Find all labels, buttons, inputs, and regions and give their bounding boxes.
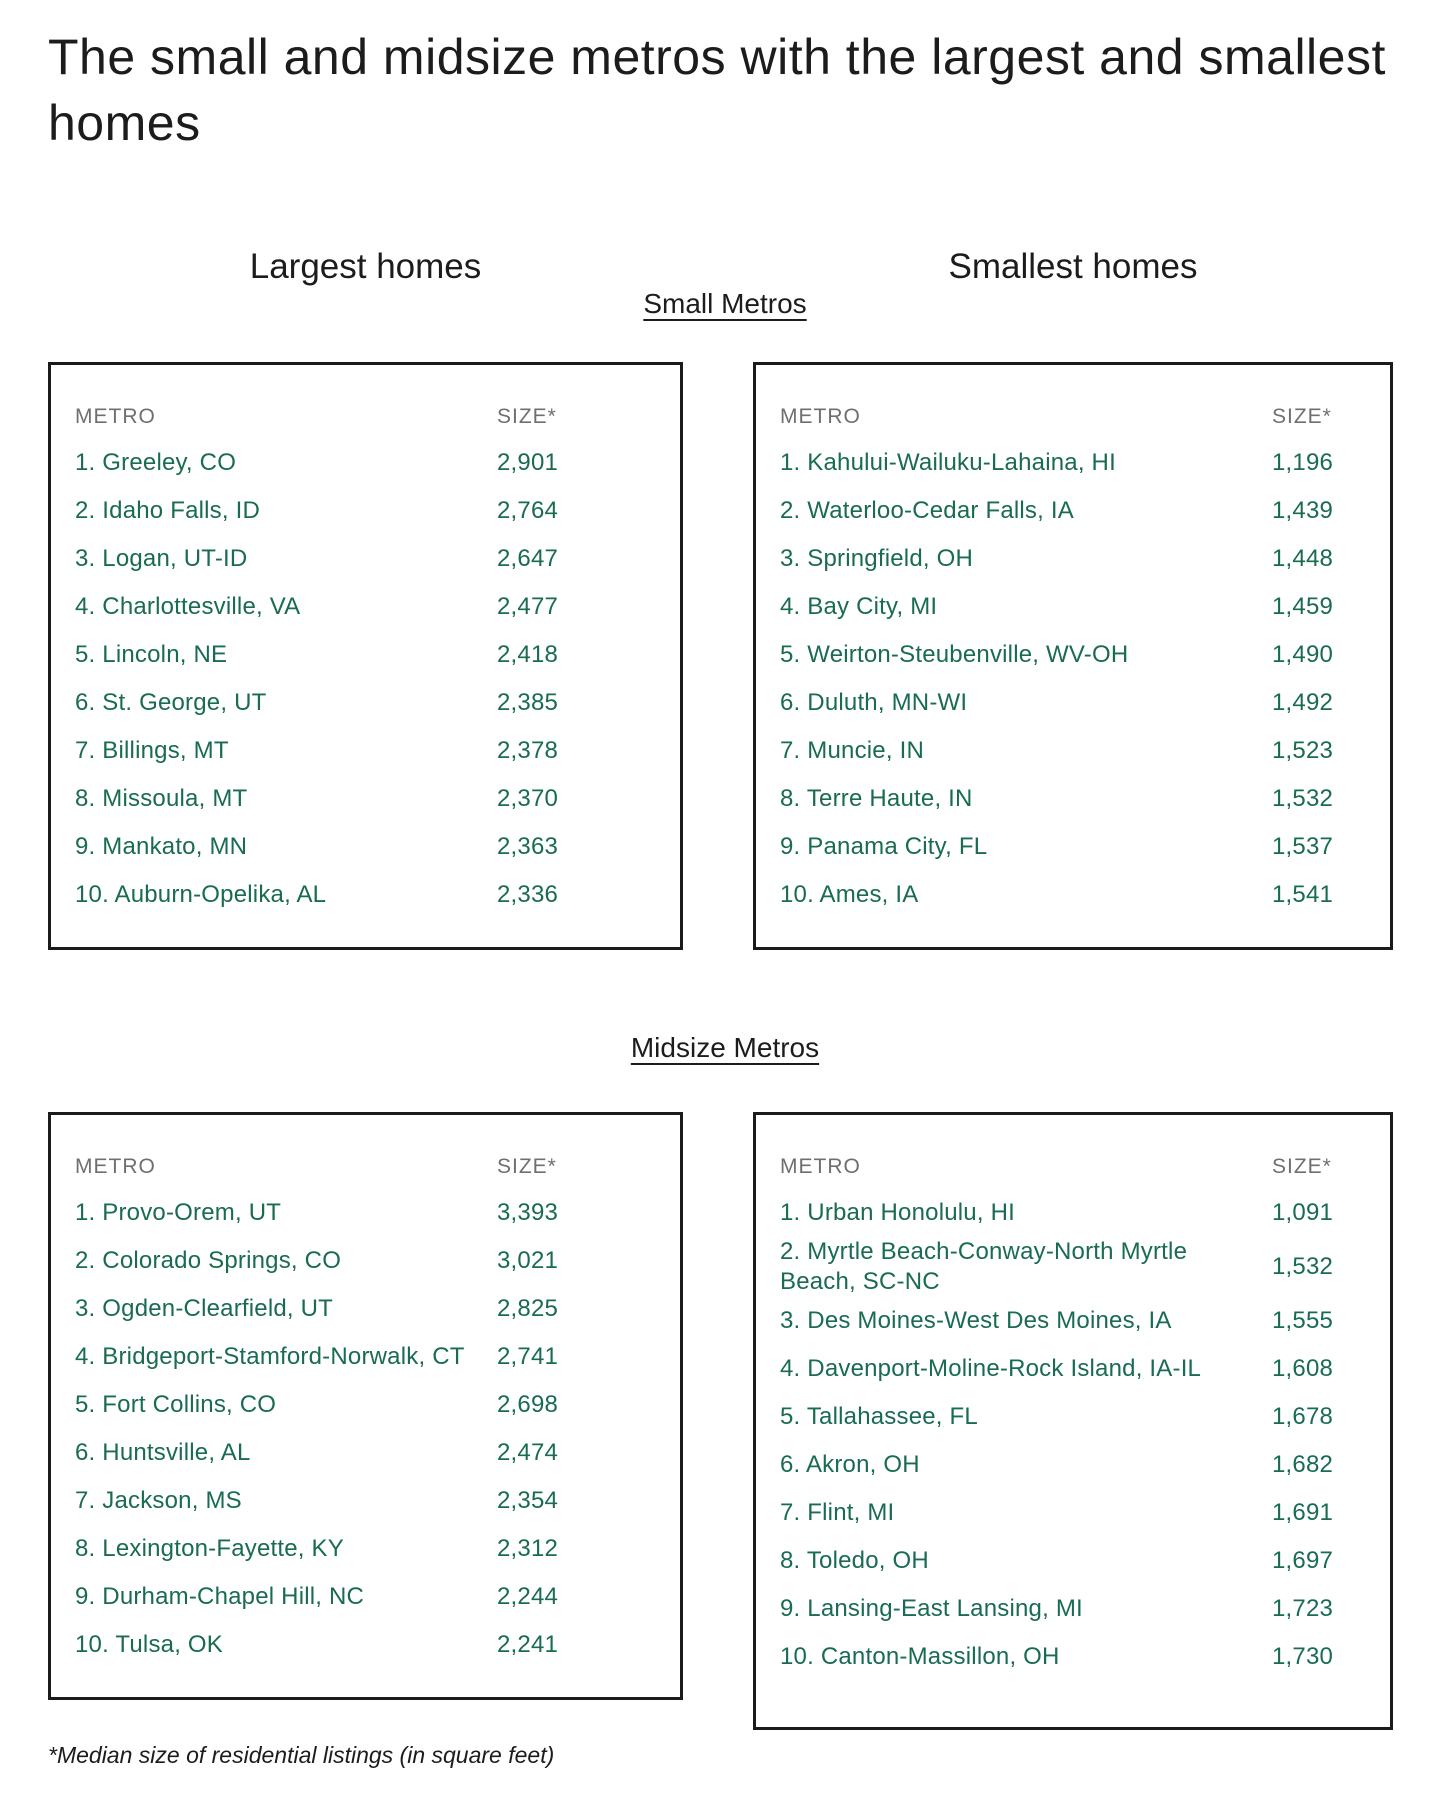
size-column-header: SIZE* [497, 1155, 557, 1178]
metro-cell: 8. Lexington-Fayette, KY [75, 1535, 344, 1562]
metro-cell: 7. Flint, MI [780, 1499, 895, 1526]
table-row [75, 631, 662, 679]
table-row [780, 727, 1372, 775]
table-row [75, 775, 662, 823]
table-row [75, 439, 662, 487]
table-row [780, 871, 1372, 919]
size-cell: 1,682 [1272, 1451, 1334, 1478]
size-column-header: SIZE* [1272, 405, 1332, 428]
metro-cell: 8. Toledo, OH [780, 1547, 929, 1574]
metro-cell: 6. Akron, OH [780, 1451, 920, 1478]
metro-cell: 2. Waterloo-Cedar Falls, IA [780, 497, 1074, 524]
table-header-row [780, 1155, 1372, 1179]
table-header-row [780, 405, 1372, 429]
table-row [780, 1633, 1372, 1681]
table-row [780, 439, 1372, 487]
metro-column-header: METRO [780, 405, 861, 428]
metro-cell: 1. Kahului-Wailuku-Lahaina, HI [780, 449, 1116, 476]
size-cell: 2,378 [497, 737, 559, 764]
table-row [780, 583, 1372, 631]
size-cell: 1,541 [1272, 881, 1334, 908]
table-row [75, 583, 662, 631]
metro-cell: 4. Bay City, MI [780, 593, 938, 620]
table-row [780, 1537, 1372, 1585]
table-row [75, 535, 662, 583]
table-row [75, 871, 662, 919]
table-row [780, 1189, 1372, 1237]
metro-cell: 9. Durham-Chapel Hill, NC [75, 1583, 365, 1610]
table-body [774, 439, 1372, 919]
metro-cell: 9. Mankato, MN [75, 833, 248, 860]
size-cell: 1,678 [1272, 1403, 1334, 1430]
size-cell: 2,647 [497, 545, 559, 572]
size-cell: 1,439 [1272, 497, 1334, 524]
size-cell: 2,698 [497, 1391, 559, 1418]
size-cell: 1,459 [1272, 593, 1334, 620]
table-header-row [75, 1155, 662, 1179]
table-midsize-metros-smallest-homes [753, 1112, 1393, 1730]
size-cell: 2,418 [497, 641, 559, 668]
metro-cell: 5. Tallahassee, FL [780, 1403, 978, 1430]
table-row [780, 823, 1372, 871]
table-row [75, 1189, 662, 1237]
size-cell: 2,336 [497, 881, 559, 908]
size-cell: 1,490 [1272, 641, 1334, 668]
metro-cell: 9. Lansing-East Lansing, MI [780, 1595, 1083, 1622]
size-cell: 3,393 [497, 1199, 559, 1226]
size-cell: 2,354 [497, 1487, 559, 1514]
metro-cell: 7. Jackson, MS [75, 1487, 242, 1514]
size-cell: 2,825 [497, 1295, 559, 1322]
table-row [75, 1525, 662, 1573]
size-cell: 2,241 [497, 1631, 559, 1658]
metro-cell: 9. Panama City, FL [780, 833, 988, 860]
table-row [75, 727, 662, 775]
size-cell: 1,730 [1272, 1643, 1334, 1670]
metro-cell: 10. Tulsa, OK [75, 1631, 224, 1658]
size-cell: 2,370 [497, 785, 559, 812]
metro-cell: 8. Missoula, MT [75, 785, 248, 812]
metro-cell: 2. Myrtle Beach-Conway-North Myrtle Beach, SC-NC [780, 1238, 1188, 1295]
table-header-row [75, 405, 662, 429]
size-column-header: SIZE* [497, 405, 557, 428]
size-cell: 2,385 [497, 689, 559, 716]
metro-cell: 2. Idaho Falls, ID [75, 497, 261, 524]
table-row [75, 1429, 662, 1477]
metro-cell: 5. Lincoln, NE [75, 641, 228, 668]
metro-cell: 3. Logan, UT-ID [75, 545, 248, 572]
size-column-header: SIZE* [1272, 1155, 1332, 1178]
table-row [780, 1345, 1372, 1393]
table-row [780, 679, 1372, 727]
size-cell: 2,477 [497, 593, 559, 620]
metro-column-header: METRO [75, 405, 156, 428]
section-heading-midsize-metros: Midsize Metros [630, 1032, 820, 1063]
size-cell: 2,312 [497, 1535, 559, 1562]
metro-cell: 10. Auburn-Opelika, AL [75, 881, 327, 908]
column-header-smallest-homes: Smallest homes [948, 247, 1198, 286]
metro-column-header: METRO [780, 1155, 861, 1178]
metro-cell: 1. Provo-Orem, UT [75, 1199, 282, 1226]
metro-cell: 6. St. George, UT [75, 689, 267, 716]
table-row [780, 775, 1372, 823]
metro-cell: 6. Duluth, MN-WI [780, 689, 968, 716]
metro-column-header: METRO [75, 1155, 156, 1178]
size-cell: 2,244 [497, 1583, 559, 1610]
table-row [75, 1573, 662, 1621]
metro-cell: 2. Colorado Springs, CO [75, 1247, 342, 1274]
table-row [780, 1489, 1372, 1537]
size-cell: 2,474 [497, 1439, 559, 1466]
metro-cell: 3. Des Moines-West Des Moines, IA [780, 1307, 1172, 1334]
column-header-largest-homes: Largest homes [249, 247, 482, 286]
section-heading-small-metros: Small Metros [643, 288, 807, 319]
size-cell: 3,021 [497, 1247, 559, 1274]
size-cell: 1,196 [1272, 449, 1334, 476]
size-cell: 1,723 [1272, 1595, 1334, 1622]
table-row [75, 1477, 662, 1525]
metro-cell: 4. Davenport-Moline-Rock Island, IA-IL [780, 1355, 1202, 1382]
metro-cell: 4. Charlottesville, VA [75, 593, 301, 620]
metro-cell: 7. Muncie, IN [780, 737, 924, 764]
metro-cell: 4. Bridgeport-Stamford-Norwalk, CT [75, 1343, 465, 1370]
table-row [780, 535, 1372, 583]
metro-cell: 6. Huntsville, AL [75, 1439, 251, 1466]
table-row [75, 1381, 662, 1429]
size-cell: 1,532 [1272, 785, 1334, 812]
size-cell: 1,523 [1272, 737, 1334, 764]
table-small-metros-largest-homes [48, 362, 683, 950]
size-cell: 1,448 [1272, 545, 1334, 572]
size-cell: 1,492 [1272, 689, 1334, 716]
size-cell: 1,537 [1272, 833, 1334, 860]
table-row [780, 1585, 1372, 1633]
table-row [75, 487, 662, 535]
table-row [75, 1237, 662, 1285]
table-small-metros-smallest-homes [753, 362, 1393, 950]
table-row [75, 1285, 662, 1333]
size-cell: 2,363 [497, 833, 559, 860]
table-midsize-metros-largest-homes [48, 1112, 683, 1700]
metro-cell: 5. Weirton-Steubenville, WV-OH [780, 641, 1129, 668]
table-body [69, 1189, 662, 1669]
size-cell: 1,091 [1272, 1199, 1334, 1226]
table-body [774, 1189, 1372, 1681]
size-cell: 1,532 [1272, 1253, 1334, 1280]
metro-cell: 3. Springfield, OH [780, 545, 974, 572]
size-cell: 2,741 [497, 1343, 559, 1370]
table-row [75, 1333, 662, 1381]
metro-cell: 1. Urban Honolulu, HI [780, 1199, 1015, 1226]
table-row [75, 679, 662, 727]
size-cell: 1,697 [1272, 1547, 1334, 1574]
metro-cell: 8. Terre Haute, IN [780, 785, 973, 812]
table-body [69, 439, 662, 919]
metro-cell: 10. Canton-Massillon, OH [780, 1643, 1060, 1670]
table-row [780, 487, 1372, 535]
table-row [780, 1441, 1372, 1489]
table-row [780, 1237, 1372, 1297]
size-cell: 2,764 [497, 497, 559, 524]
metro-cell: 10. Ames, IA [780, 881, 919, 908]
page-title: The small and midsize metros with the largest and smallest homes [48, 29, 1386, 151]
metro-cell: 3. Ogden-Clearfield, UT [75, 1295, 334, 1322]
table-row [780, 631, 1372, 679]
table-row [75, 1621, 662, 1669]
footnote: *Median size of residential listings (in square feet) [48, 1742, 555, 1768]
table-row [780, 1297, 1372, 1345]
size-cell: 1,608 [1272, 1355, 1334, 1382]
metro-cell: 1. Greeley, CO [75, 449, 237, 476]
size-cell: 1,555 [1272, 1307, 1334, 1334]
metro-cell: 5. Fort Collins, CO [75, 1391, 277, 1418]
metro-cell: 7. Billings, MT [75, 737, 229, 764]
table-row [75, 823, 662, 871]
table-row [780, 1393, 1372, 1441]
size-cell: 2,901 [497, 449, 559, 476]
size-cell: 1,691 [1272, 1499, 1334, 1526]
